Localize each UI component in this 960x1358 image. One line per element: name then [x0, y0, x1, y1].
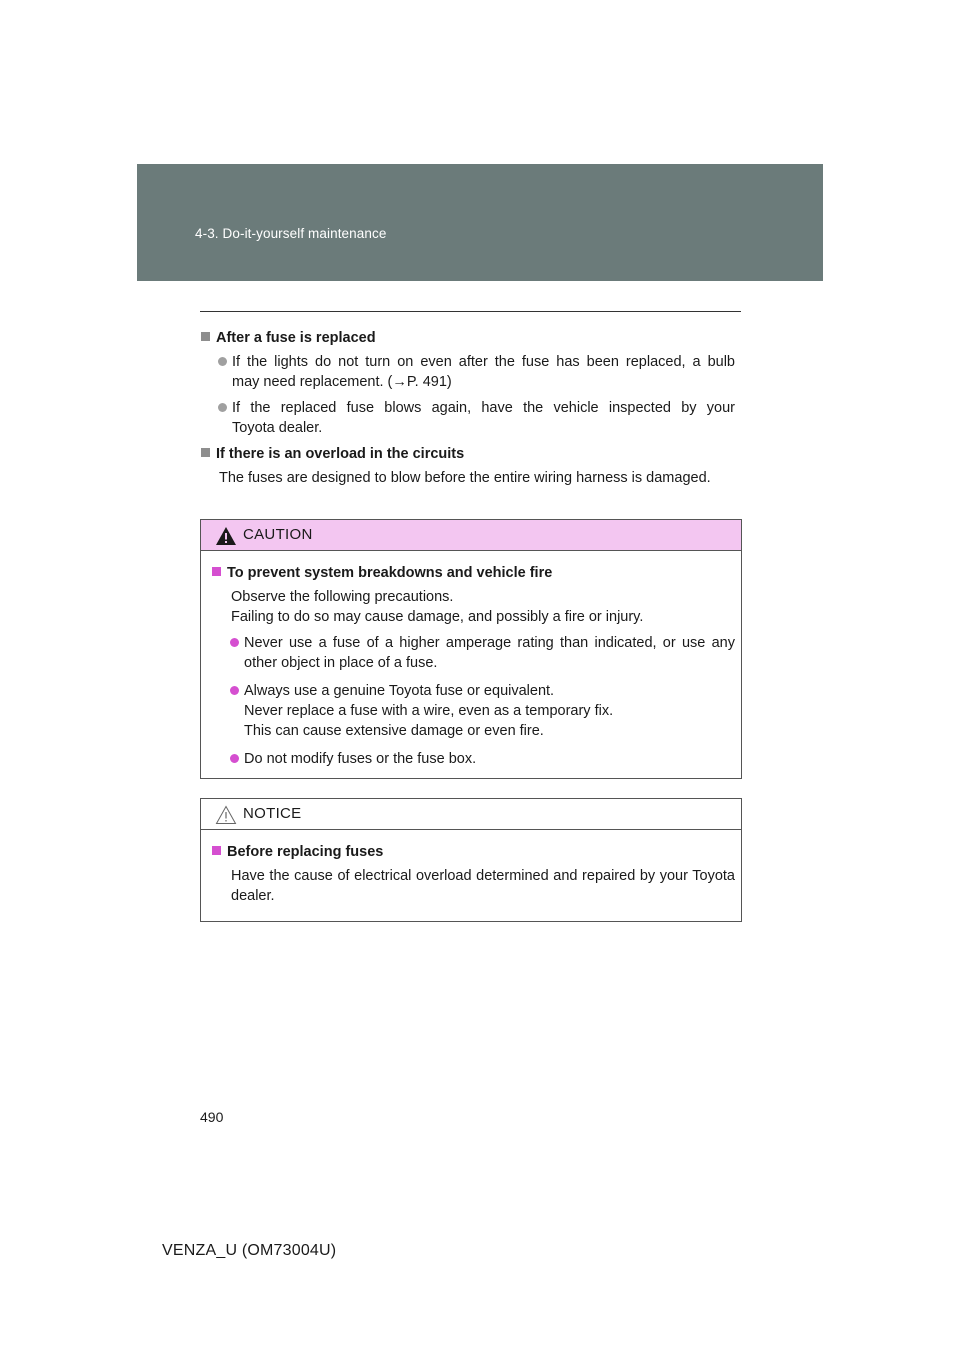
paragraph: Have the cause of electrical overload determined and repaired by your Toyota dealer. — [231, 868, 735, 904]
circle-bullet-icon — [218, 403, 227, 412]
circle-bullet-icon — [230, 754, 239, 763]
caution-box — [200, 519, 742, 779]
bullet-text: Never use a fuse of a higher amperage rating than indicated, or use any other object in place of a fuse. — [244, 635, 735, 671]
square-bullet-icon — [212, 846, 221, 855]
header-band — [137, 164, 823, 281]
caution-label: CAUTION — [243, 526, 313, 543]
circle-bullet-icon — [230, 638, 239, 647]
bullet-text: Never replace a fuse with a wire, even as a temporary fix. — [244, 703, 614, 719]
list-item — [201, 398, 735, 438]
bullet-text: Toyota dealer. — [232, 420, 323, 436]
bullet-text: Always use a genuine Toyota fuse or equivalent. — [244, 683, 555, 699]
circle-bullet-icon — [218, 357, 227, 366]
warning-triangle-icon — [215, 526, 237, 546]
caution-body — [201, 551, 741, 769]
bullet-text: If the replaced fuse blows again, have the vehicle inspected by your — [232, 400, 735, 416]
bullet-text: This can cause extensive damage or even fire. — [244, 723, 544, 739]
notice-box — [200, 798, 742, 922]
square-bullet-icon — [212, 567, 221, 576]
bullet-text: may need replacement. (→P. 491) — [232, 374, 452, 390]
bullet-text: Do not modify fuses or the fuse box. — [244, 751, 477, 767]
subheading-caution: To prevent system breakdowns and vehicle fire — [212, 563, 735, 583]
paragraph: Observe the following precautions. Failing to do so may cause damage, and possibly a fire or injury. — [231, 589, 644, 625]
section-title: 4-3. Do-it-yourself maintenance — [195, 226, 387, 241]
circle-bullet-icon — [230, 686, 239, 695]
divider — [200, 311, 741, 312]
page-number: 490 — [200, 1109, 224, 1125]
list-item — [212, 681, 735, 741]
bullet-text: If the lights do not turn on even after the fuse has been replaced, a bulb — [232, 354, 735, 370]
subheading-after-replaced: After a fuse is replaced — [201, 328, 735, 348]
notice-header — [201, 799, 741, 830]
notice-body — [201, 830, 741, 906]
square-bullet-icon — [201, 448, 210, 457]
main-content — [201, 328, 735, 492]
notice-label: NOTICE — [243, 805, 302, 822]
list-item — [212, 633, 735, 673]
footer-model-code: VENZA_U (OM73004U) — [162, 1242, 337, 1259]
square-bullet-icon — [201, 332, 210, 341]
subheading-notice: Before replacing fuses — [212, 842, 735, 862]
caution-header — [201, 520, 741, 551]
list-item — [201, 352, 735, 392]
paragraph: The fuses are designed to blow before the entire wiring harness is damaged. — [219, 470, 711, 486]
warning-outline-icon — [215, 805, 237, 825]
list-item — [212, 749, 735, 769]
subheading-overload: If there is an overload in the circuits — [201, 444, 735, 464]
